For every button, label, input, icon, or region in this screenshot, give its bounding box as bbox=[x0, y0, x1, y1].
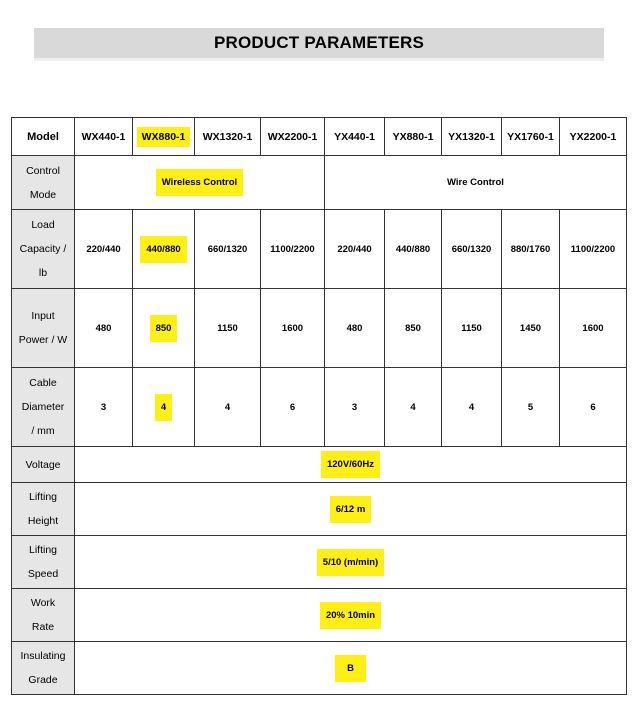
power-cell: 850 bbox=[385, 289, 442, 368]
insulating-grade-value-cell bbox=[75, 642, 627, 695]
cable-cell: 4 bbox=[195, 368, 261, 447]
cable-diameter-row bbox=[12, 368, 627, 447]
highlight: 6/12 m bbox=[330, 496, 372, 523]
power-cell: 480 bbox=[325, 289, 385, 368]
power-cell: 480 bbox=[75, 289, 133, 368]
load-cell bbox=[133, 210, 195, 289]
row-label: Work Rate bbox=[12, 589, 75, 642]
highlight: Wireless Control bbox=[156, 169, 243, 196]
row-label: Cable Diameter / mm bbox=[12, 368, 75, 447]
work-rate-row bbox=[12, 589, 627, 642]
model-cell bbox=[133, 118, 195, 156]
load-cell: 880/1760 bbox=[502, 210, 560, 289]
wire-control-cell: Wire Control bbox=[325, 156, 627, 210]
cable-cell: 4 bbox=[385, 368, 442, 447]
parameters-table bbox=[11, 117, 627, 695]
cable-cell: 4 bbox=[442, 368, 502, 447]
row-label: Load Capacity / lb bbox=[12, 210, 75, 289]
highlight: 4 bbox=[155, 394, 172, 421]
model-cell: WX2200-1 bbox=[261, 118, 325, 156]
cable-cell: 5 bbox=[502, 368, 560, 447]
lifting-height-value-cell bbox=[75, 483, 627, 536]
highlight: 850 bbox=[150, 315, 178, 342]
row-label: Lifting Height bbox=[12, 483, 75, 536]
cable-cell: 3 bbox=[75, 368, 133, 447]
insulating-grade-row bbox=[12, 642, 627, 695]
control-mode-row bbox=[12, 156, 627, 210]
power-cell: 1600 bbox=[560, 289, 627, 368]
row-label: Control Mode bbox=[12, 156, 75, 210]
cable-cell: 3 bbox=[325, 368, 385, 447]
cable-cell bbox=[133, 368, 195, 447]
input-power-row bbox=[12, 289, 627, 368]
cable-cell: 6 bbox=[560, 368, 627, 447]
work-rate-value-cell bbox=[75, 589, 627, 642]
model-cell: WX440-1 bbox=[75, 118, 133, 156]
load-cell: 1100/2200 bbox=[560, 210, 627, 289]
highlight: B bbox=[335, 655, 366, 682]
model-cell: YX2200-1 bbox=[560, 118, 627, 156]
model-cell: YX1760-1 bbox=[502, 118, 560, 156]
load-capacity-row bbox=[12, 210, 627, 289]
load-cell: 660/1320 bbox=[442, 210, 502, 289]
row-label: Lifting Speed bbox=[12, 536, 75, 589]
highlight: 20% 10min bbox=[320, 602, 381, 629]
model-cell: YX1320-1 bbox=[442, 118, 502, 156]
model-cell: YX440-1 bbox=[325, 118, 385, 156]
highlight: 120V/60Hz bbox=[321, 451, 380, 478]
voltage-value-cell bbox=[75, 447, 627, 483]
voltage-row bbox=[12, 447, 627, 483]
lifting-height-row bbox=[12, 483, 627, 536]
load-cell: 440/880 bbox=[385, 210, 442, 289]
cable-cell: 6 bbox=[261, 368, 325, 447]
model-row bbox=[12, 118, 627, 156]
power-cell bbox=[133, 289, 195, 368]
title-bar bbox=[34, 28, 604, 61]
model-label: Model bbox=[12, 118, 75, 156]
model-cell: WX1320-1 bbox=[195, 118, 261, 156]
load-cell: 220/440 bbox=[75, 210, 133, 289]
power-cell: 1450 bbox=[502, 289, 560, 368]
row-label: Input Power / W bbox=[12, 289, 75, 368]
power-cell: 1150 bbox=[442, 289, 502, 368]
row-label: Insulating Grade bbox=[12, 642, 75, 695]
power-cell: 1600 bbox=[261, 289, 325, 368]
wireless-control-cell bbox=[75, 156, 325, 210]
highlight: 440/880 bbox=[140, 236, 186, 263]
load-cell: 220/440 bbox=[325, 210, 385, 289]
load-cell: 1100/2200 bbox=[261, 210, 325, 289]
power-cell: 1150 bbox=[195, 289, 261, 368]
highlight: 5/10 (m/min) bbox=[317, 549, 384, 576]
model-cell: YX880-1 bbox=[385, 118, 442, 156]
load-cell: 660/1320 bbox=[195, 210, 261, 289]
row-label: Voltage bbox=[12, 447, 75, 483]
lifting-speed-row bbox=[12, 536, 627, 589]
page-title: PRODUCT PARAMETERS bbox=[213, 33, 425, 52]
highlight: WX880-1 bbox=[137, 127, 191, 147]
lifting-speed-value-cell bbox=[75, 536, 627, 589]
